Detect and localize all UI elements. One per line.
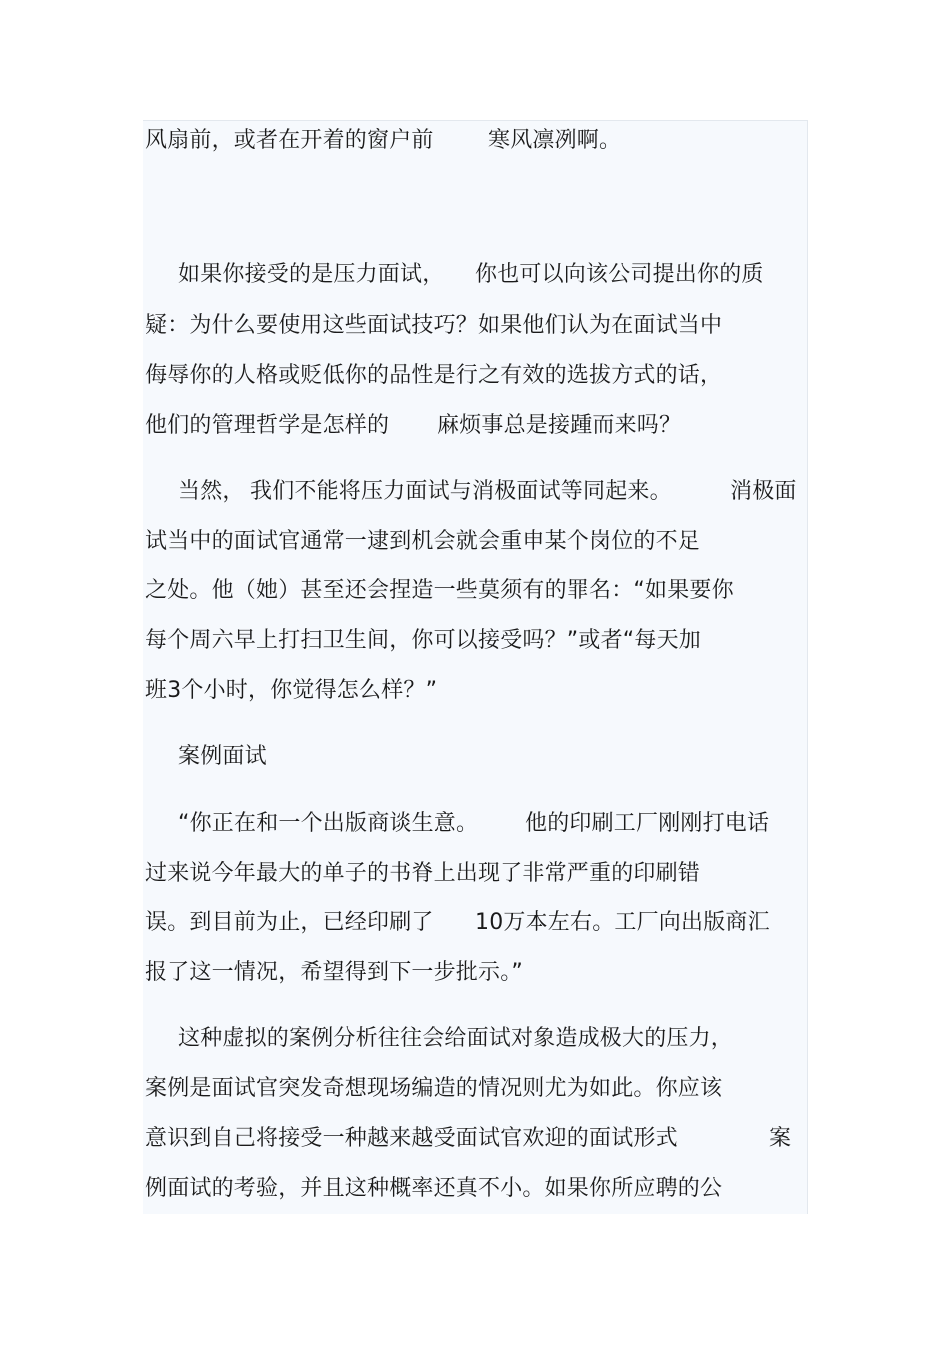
line-18-part-2: 案: [769, 1126, 792, 1151]
line-1-part-2: 寒风凛冽啊。: [488, 128, 622, 153]
line-2-part-2: 你也可以向该公司提出你的质: [475, 262, 764, 287]
line-12-part-1: “你正在和一个出版商谈生意。: [178, 811, 479, 836]
line-19-part-1: 例面试的考验，并且这种概率还真不小。如果你所应聘的公: [145, 1176, 723, 1201]
line-12-part-2: 他的印刷工厂刚刚打电话: [525, 811, 770, 836]
line-2-part-1: 如果你接受的是压力面试，: [178, 262, 445, 287]
line-14-part-1: 误。到目前为止，已经印刷了: [145, 910, 434, 935]
line-16-part-1: 这种虚拟的案例分析往往会给面试对象造成极大的压力，: [178, 1026, 734, 1051]
line-11-part-1: 案例面试: [178, 744, 267, 769]
text-line-19: [145, 1176, 723, 1254]
line-1-part-1: 风扇前，或者在开着的窗户前: [145, 128, 434, 153]
line-10-part-1: 班3个小时，你觉得怎么样？”: [145, 678, 438, 703]
line-6-part-1: 当然，: [178, 479, 245, 504]
line-5-part-1: 他们的管理哲学是怎样的: [145, 413, 390, 438]
line-15-part-1: 报了这一情况，希望得到下一步批示。”: [145, 960, 523, 985]
line-6-part-2: 我们不能将压力面试与消极面试等同起来。: [250, 479, 672, 504]
line-13-part-1: 过来说今年最大的单子的书脊上出现了非常严重的印刷错: [145, 861, 701, 886]
line-6-part-3: 消极面: [730, 479, 797, 504]
line-17-part-1: 案例是面试官突发奇想现场编造的情况则尤为如此。你应该: [145, 1076, 723, 1101]
line-14-part-2: 10万本左右。工厂向出版商汇: [475, 910, 770, 935]
line-9-part-1: 每个周六早上打扫卫生间，你可以接受吗？”或者“每天加: [145, 628, 701, 653]
line-8-part-1: 之处。他（她）甚至还会捏造一些莫须有的罪名：“如果要你: [145, 578, 734, 603]
line-3-part-1: 疑：为什么要使用这些面试技巧？如果他们认为在面试当中: [145, 313, 723, 338]
line-5-part-2: 麻烦事总是接踵而来吗？: [437, 413, 682, 438]
text-line-1: [145, 128, 622, 232]
line-18-part-1: 意识到自己将接受一种越来越受面试官欢迎的面试形式: [145, 1126, 678, 1151]
line-7-part-1: 试当中的面试官通常一逮到机会就会重申某个岗位的不足: [145, 529, 701, 554]
line-4-part-1: 侮辱你的人格或贬低你的品性是行之有效的选拔方式的话，: [145, 363, 723, 388]
